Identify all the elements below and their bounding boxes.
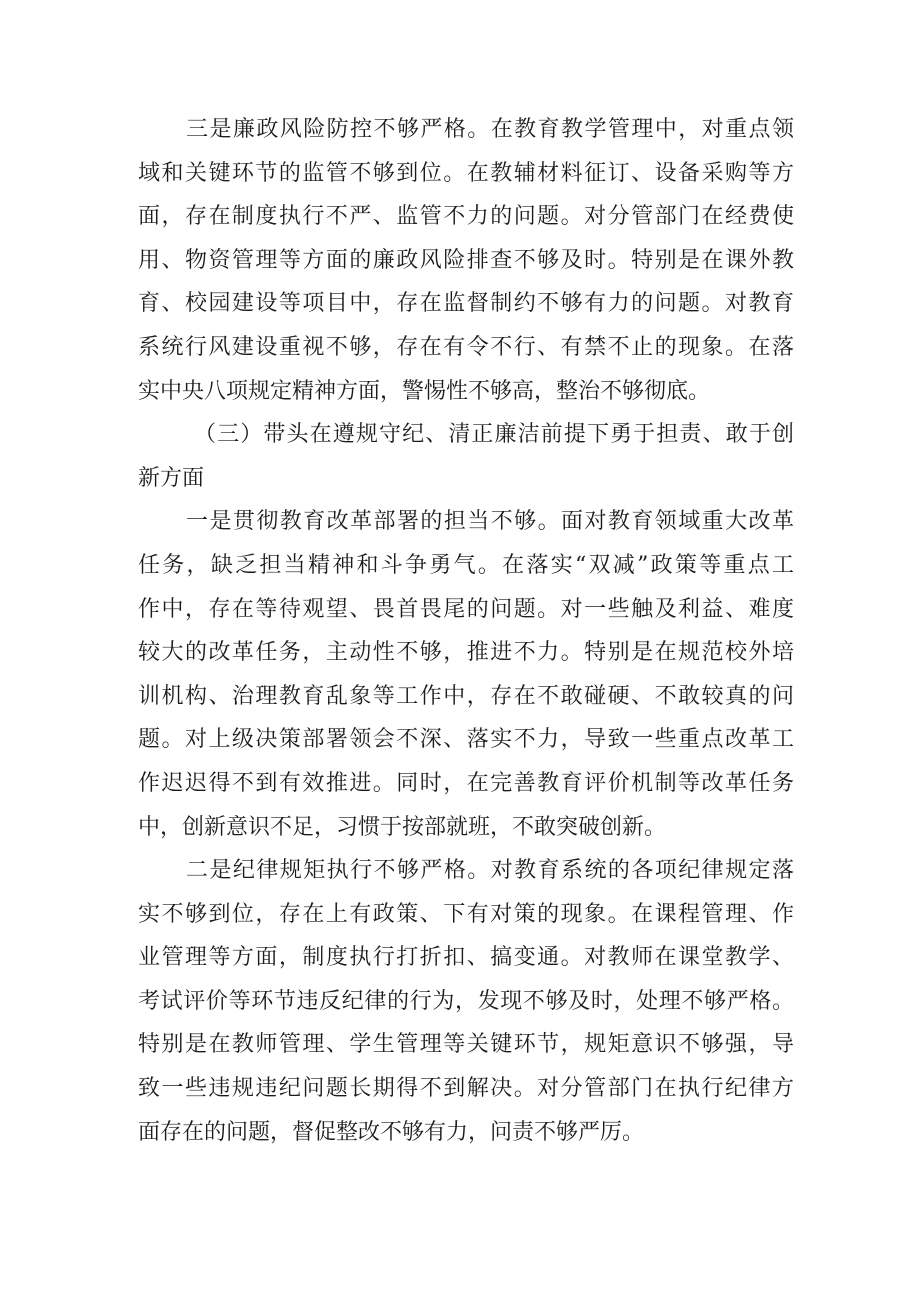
- text-line: 训机构、治理教育乱象等工作中，存在不敢碰硬、不敢较真的问: [138, 683, 794, 709]
- text-line: 用、物资管理等方面的廉政风险排查不够及时。特别是在课外教: [138, 247, 794, 273]
- paragraph-integrity-risk: [138, 108, 794, 413]
- text-line: 一是贯彻教育改革部署的担当不够。面对教育领域重大改革: [186, 509, 794, 535]
- text-line: 任务，缺乏担当精神和斗争勇气。在落实“双减”政策等重点工: [138, 552, 794, 578]
- document-body: [138, 108, 794, 1154]
- text-line: 较大的改革任务，主动性不够，推进不力。特别是在规范校外培: [138, 640, 794, 666]
- section-heading: [138, 413, 794, 500]
- heading-line: 新方面: [138, 465, 205, 491]
- text-line: 面，存在制度执行不严、监管不力的问题。对分管部门在经费使: [138, 204, 794, 230]
- text-line: 致一些违规违纪问题长期得不到解决。对分管部门在执行纪律方: [138, 1076, 794, 1102]
- text-line: 业管理等方面，制度执行打折扣、搞变通。对教师在课堂教学、: [138, 945, 794, 971]
- text-line: 面存在的问题，督促整改不够有力，问责不够严厉。: [138, 1119, 645, 1145]
- text-line: 题。对上级决策部署领会不深、落实不力，导致一些重点改革工: [138, 727, 794, 753]
- paragraph-discipline: [138, 849, 794, 1154]
- paragraph-reform-responsibility: [138, 500, 794, 849]
- text-line: 二是纪律规矩执行不够严格。对教育系统的各项纪律规定落: [186, 858, 794, 884]
- text-line: 考试评价等环节违反纪律的行为，发现不够及时，处理不够严格。: [138, 988, 794, 1014]
- text-line: 中，创新意识不足，习惯于按部就班，不敢突破创新。: [138, 814, 667, 840]
- text-line: 三是廉政风险防控不够严格。在教育教学管理中，对重点领: [186, 117, 794, 142]
- text-line: 育、校园建设等项目中，存在监督制约不够有力的问题。对教育: [138, 291, 794, 317]
- text-line: 系统行风建设重视不够，存在有令不行、有禁不止的现象。在落: [138, 334, 794, 360]
- text-line: 作中，存在等待观望、畏首畏尾的问题。对一些触及利益、难度: [138, 596, 794, 622]
- text-line: 实不够到位，存在上有政策、下有对策的现象。在课程管理、作: [138, 901, 794, 927]
- text-line: 作迟迟得不到有效推进。同时，在完善教育评价机制等改革任务: [138, 770, 794, 796]
- heading-line: （三）带头在遵规守纪、清正廉洁前提下勇于担责、敢于创: [194, 422, 794, 448]
- text-line: 特别是在教师管理、学生管理等关键环节，规矩意识不够强，导: [138, 1032, 794, 1058]
- text-line: 域和关键环节的监管不够到位。在教辅材料征订、设备采购等方: [138, 160, 794, 186]
- text-line: 实中央八项规定精神方面，警惕性不够高，整治不够彻底。: [138, 378, 711, 404]
